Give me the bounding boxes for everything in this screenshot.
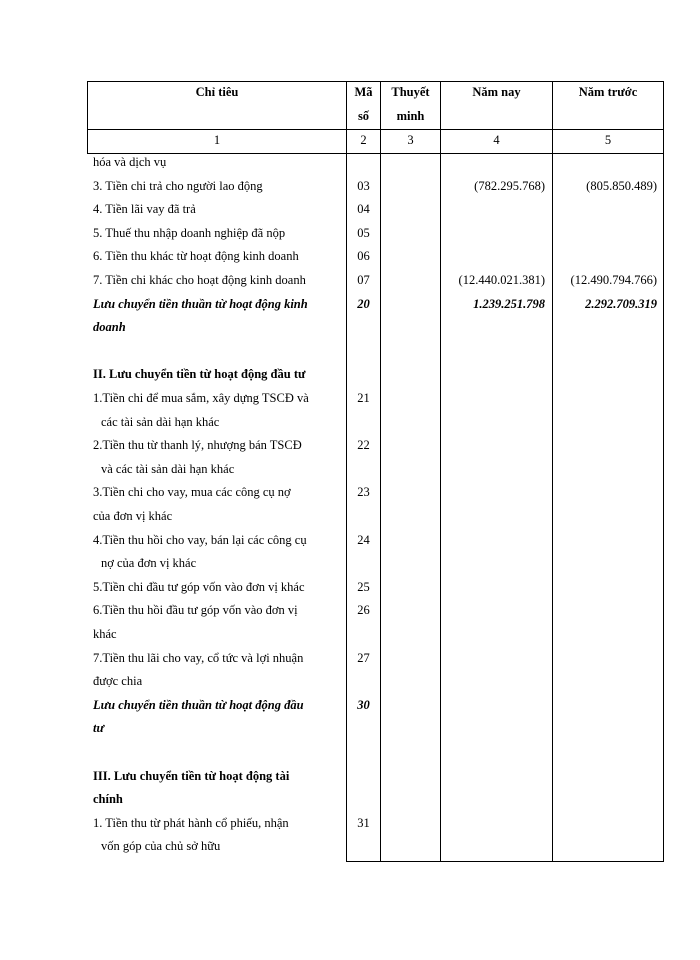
col-divider-note	[380, 81, 381, 862]
header-thuyet-minh-line2: minh	[396, 109, 425, 123]
table-bottom-border	[346, 861, 664, 862]
row-label-cont: các tài sản dài hạn khác	[101, 415, 220, 429]
row-label: hóa và dịch vụ	[93, 155, 167, 169]
row-label: 7.Tiền thu lãi cho vay, cổ tức và lợi nhuận	[93, 651, 304, 665]
col-divider-lastyear	[552, 81, 553, 862]
row-label: 5. Thuế thu nhập doanh nghiệp đã nộp	[93, 226, 286, 240]
index-col-1: 1	[213, 133, 221, 147]
header-bottom-border	[87, 129, 664, 130]
subtotal-label-cont: doanh	[93, 320, 126, 334]
header-chi-tieu: Chỉ tiêu	[195, 85, 239, 99]
row-code: 07	[357, 273, 370, 287]
index-col-5: 5	[604, 133, 612, 147]
subtotal-code: 20	[357, 297, 370, 311]
section-heading-investing: II. Lưu chuyển tiền từ hoạt động đầu tư	[93, 367, 306, 381]
col-divider-thisyear-left	[440, 81, 441, 862]
row-label-cont: của đơn vị khác	[93, 509, 173, 523]
row-label: 6. Tiền thu khác từ hoạt động kinh doanh	[93, 249, 299, 263]
header-nam-truoc: Năm trước	[578, 85, 638, 99]
row-last-year: (12.490.794.766)	[570, 273, 657, 287]
row-label: 4. Tiền lãi vay đã trả	[93, 202, 196, 216]
section-heading-financing: III. Lưu chuyển tiền từ hoạt động tài	[93, 769, 290, 783]
row-this-year: (782.295.768)	[474, 179, 545, 193]
row-code: 03	[357, 179, 370, 193]
subtotal-label-cont: tư	[93, 721, 104, 735]
row-code: 21	[357, 391, 370, 405]
row-label: 6.Tiền thu hồi đầu tư góp vốn vào đơn vị	[93, 603, 298, 617]
table-right-border	[663, 81, 664, 862]
row-label: 7. Tiền chi khác cho hoạt động kinh doanh	[93, 273, 306, 287]
index-row-bottom-border	[87, 153, 664, 154]
subtotal-code: 30	[357, 698, 370, 712]
header-nam-nay: Năm nay	[472, 85, 521, 99]
row-code: 22	[357, 438, 370, 452]
subtotal-label: Lưu chuyển tiền thuần từ hoạt động đầu	[93, 698, 304, 712]
subtotal-label: Lưu chuyển tiền thuần từ hoạt động kinh	[93, 297, 308, 311]
index-col-3: 3	[407, 133, 414, 147]
row-code: 31	[357, 816, 370, 830]
table-top-border	[87, 81, 664, 82]
row-code: 24	[357, 533, 370, 547]
row-label: 4.Tiền thu hồi cho vay, bán lại các công cụ	[93, 533, 307, 547]
row-code: 06	[357, 249, 370, 263]
row-label: 3. Tiền chi trả cho người lao động	[93, 179, 263, 193]
row-label: 3.Tiền chi cho vay, mua các công cụ nợ	[93, 485, 291, 499]
row-label: 1. Tiền thu từ phát hành cổ phiếu, nhận	[93, 816, 289, 830]
row-this-year: (12.440.021.381)	[458, 273, 545, 287]
header-ma-so-line2: số	[357, 109, 370, 123]
row-label-cont: nợ của đơn vị khác	[101, 556, 197, 570]
row-code: 26	[357, 603, 370, 617]
row-code: 04	[357, 202, 370, 216]
row-label-cont: khác	[93, 627, 117, 641]
subtotal-this-year: 1.239.251.798	[473, 297, 545, 311]
subtotal-last-year: 2.292.709.319	[585, 297, 657, 311]
index-col-4: 4	[493, 133, 500, 147]
index-col-2: 2	[360, 133, 367, 147]
row-label-cont: vốn góp của chủ sở hữu	[101, 839, 221, 853]
row-label-cont: được chia	[93, 674, 143, 688]
row-code: 27	[357, 651, 370, 665]
row-last-year: (805.850.489)	[586, 179, 657, 193]
row-code: 23	[357, 485, 370, 499]
col-divider-code	[346, 81, 347, 862]
row-label: 5.Tiền chi đầu tư góp vốn vào đơn vị khác	[93, 580, 305, 594]
row-code: 05	[357, 226, 370, 240]
row-label-cont: và các tài sản dài hạn khác	[101, 462, 235, 476]
row-code: 25	[357, 580, 370, 594]
row-label: 2.Tiền thu từ thanh lý, nhượng bán TSCĐ	[93, 438, 302, 452]
header-thuyet-minh-line1: Thuyết	[391, 85, 430, 99]
row-label: 1.Tiền chi để mua sắm, xây dựng TSCĐ và	[93, 391, 309, 405]
section-heading-financing-cont: chính	[93, 792, 123, 806]
header-ma-so-line1: Mã	[354, 85, 373, 99]
